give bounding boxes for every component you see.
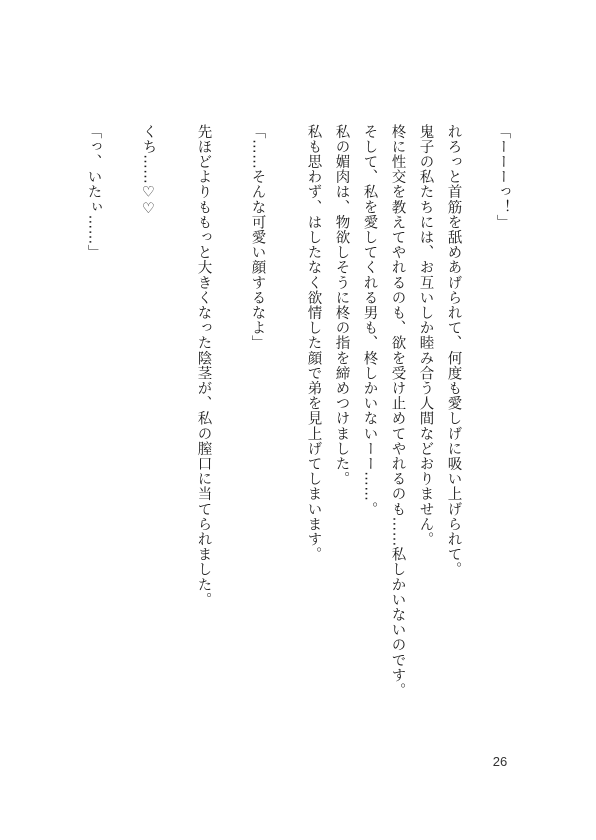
text-line-5: そして、私を愛してくれる男も、柊しかいないーー……。 [361,124,378,517]
text-line-1: 「ーーーっ！」 [494,124,511,230]
text-line-7: 私も思わず、はしたなく欲情した顔で弟を見上げてしまいます。 [305,124,322,562]
text-line-9: 先ほどよりももっと大きくなった陰茎が、私の膣口に当てられました。 [195,124,212,608]
text-line-3: 鬼子の私たちには、お互いしか睦み合う人間などおりません。 [417,124,434,547]
text-line-2: れろっと首筋を舐めあげられて、何度も愛しげに吸い上げられて。 [445,124,462,577]
text-line-10: くち……♡♡ [140,124,157,218]
text-line-6: 私の媚肉は、物欲しそうに柊の指を締めつけました。 [333,124,350,487]
text-line-4: 柊に性交を教えてやれるのも、欲を受け止めてやれるのも……私しかいないのです。 [389,124,406,698]
text-line-11: 「っ、いたぃ……」 [85,124,102,260]
page-number: 26 [492,754,508,769]
text-line-8: 「……そんな可愛い顔するなよ」 [249,124,266,351]
